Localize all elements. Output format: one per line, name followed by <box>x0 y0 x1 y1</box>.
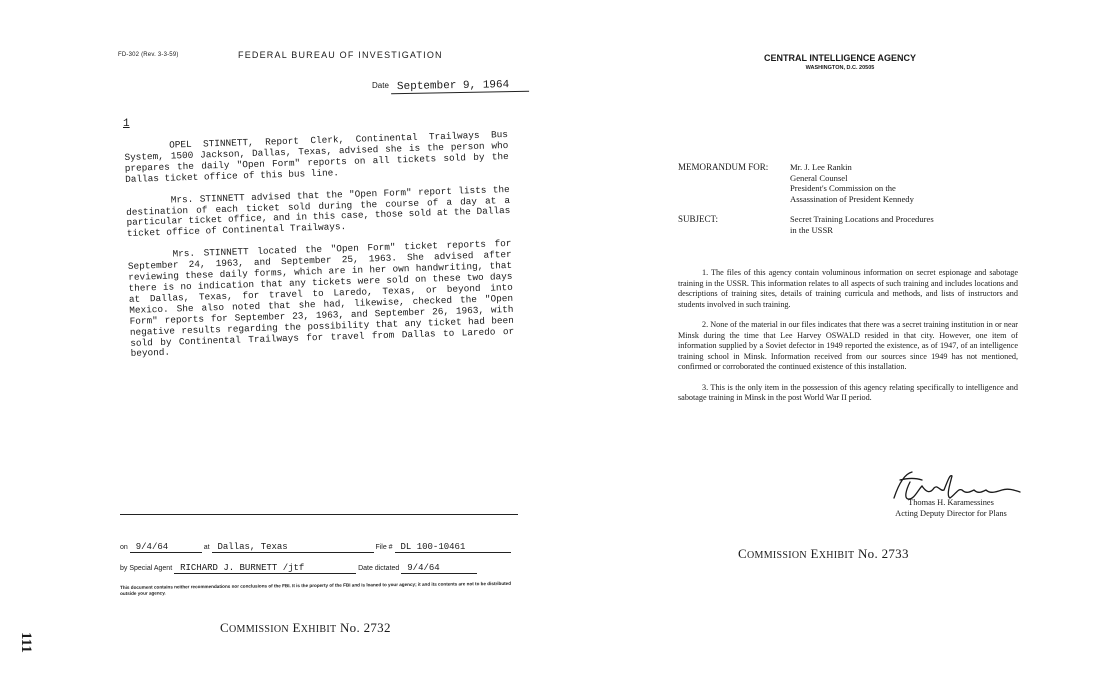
cia-document-page <box>560 0 1094 691</box>
cia-paragraph-3: 3. This is the only item in the possession of this agency relating specifically to intelligence and sabotage training in Minsk in the post World War II period. <box>678 382 1018 402</box>
dictated-label: Date dictated <box>358 565 400 572</box>
exhibit-ommission: OMMISSION <box>228 624 289 635</box>
exhibit-e: E <box>810 546 819 561</box>
subject-label: SUBJECT: <box>678 214 719 224</box>
interview-date: 9/4/64 <box>130 542 202 553</box>
footer-divider <box>120 514 518 515</box>
file-label: File # <box>375 544 393 551</box>
memo-recipient-block <box>790 162 914 204</box>
signer-title: Acting Deputy Director for Plans <box>895 509 1007 518</box>
exhibit-number: No. 2733 <box>857 546 909 561</box>
exhibit-xhibit: XHIBIT <box>818 550 855 561</box>
fbi-notice: This document contains neither recommendations nor conclusions of the FBI. It is the property of the FBI and is loaned to your agency; it and its contents are not to be distributed outside your agency. <box>120 580 512 596</box>
footer-row-agent <box>120 563 477 574</box>
on-label: on <box>120 544 128 551</box>
exhibit-number: No. 2732 <box>339 620 391 635</box>
fbi-paragraph-3: Mrs. STINNETT located the "Open Form" ticket reports for September 24, 1963, and September 25, 1963. She advised after reviewing these daily forms, which are in her own handwriting, that there is no indication that any tickets were sold on these two days at Dallas, Texas, for travel to Laredo, Texas, or beyond into Mexico. She also noted that she had, likewise, checked the "Open Form" reports for September 23, 1963, and September 26, 1963, with negative results regarding the possibility that any ticket had been sold by Continental Trailways for travel from Dallas to Laredo or beyond. <box>127 238 515 360</box>
exhibit-e: E <box>292 620 301 635</box>
subject-block <box>790 214 934 235</box>
report-date: September 9, 1964 <box>391 79 529 94</box>
at-label: at <box>203 544 210 551</box>
exhibit-xhibit: XHIBIT <box>300 624 337 635</box>
special-agent: RICHARD J. BURNETT /jtf <box>174 563 356 574</box>
subject-line: Secret Training Locations and Procedures <box>790 214 934 224</box>
signer-block <box>876 497 1026 519</box>
cia-agency-heading: CENTRAL INTELLIGENCE AGENCY <box>763 53 916 63</box>
cia-paragraph-2: 2. None of the material in our files indicates that there was a secret training institution in or near Minsk during the time that Lee Harvey OSWALD resided in that city. However, one item of information supplied by a Soviet defector in 1949 reported the existence, as of 1947, of an intelligence training school in Minsk. Information received from our sources since 1949 has not mentioned, confirmed or corroborated the continued existence of this installation. <box>678 320 1018 371</box>
exhibit-2732-caption <box>220 620 391 636</box>
footer-row-interview <box>120 542 511 553</box>
exhibit-2733-caption <box>738 546 909 562</box>
exhibit-c: C <box>220 620 229 635</box>
fbi-agency-heading: FEDERAL BUREAU OF INVESTIGATION <box>238 50 443 60</box>
cia-memo-body <box>678 268 1018 414</box>
date-label: Date <box>372 81 389 90</box>
fbi-report-body <box>124 130 515 371</box>
subject-line: in the USSR <box>790 224 833 235</box>
interview-location: Dallas, Texas <box>212 542 374 553</box>
recipient-line: Assassination of President Kennedy <box>790 193 914 204</box>
page-number: 1 <box>123 118 130 130</box>
side-page-number: 111 <box>18 632 34 653</box>
memo-for-label: MEMORANDUM FOR: <box>678 162 769 172</box>
fbi-date-line <box>372 80 529 93</box>
fbi-paragraph-1: OPEL STINNETT, Report Clerk, Continental Trailways Bus System, 1500 Jackson, Dallas, Texas, advised she is the person who prepares the daily "Open Form" reports on all tickets sold by the Dallas ticket office of this bus line. <box>124 128 509 185</box>
recipient-line: President's Commission on the <box>790 183 896 194</box>
recipient-line: General Counsel <box>790 172 848 183</box>
recipient-line: Mr. J. Lee Rankin <box>790 162 852 172</box>
file-number: DL 100-10461 <box>395 542 511 553</box>
form-code: FD-302 (Rev. 3-3-59) <box>118 52 179 58</box>
fbi-paragraph-2: Mrs. STINNETT advised that the "Open Form" report lists the destination of each ticket sold during the course of a day at a particular ticket office, and in this case, those sold at the Dallas ticket office of Continental Trailways. <box>126 183 511 240</box>
cia-location: WASHINGTON, D.C. 20505 <box>805 65 875 71</box>
cia-paragraph-1: 1. The files of this agency contain voluminous information on secret espionage and sabotage training in the USSR. This information relates to all aspects of such training and includes locations and descriptions of training sites, details of training curricula and methods, and lists of instructors and students involved in such training. <box>678 268 1018 309</box>
exhibit-ommission: OMMISSION <box>746 550 807 561</box>
dictated-date: 9/4/64 <box>401 563 477 574</box>
signer-name: Thomas H. Karamessines <box>908 498 994 507</box>
agent-label: by Special Agent <box>120 565 173 572</box>
exhibit-c: C <box>738 546 747 561</box>
